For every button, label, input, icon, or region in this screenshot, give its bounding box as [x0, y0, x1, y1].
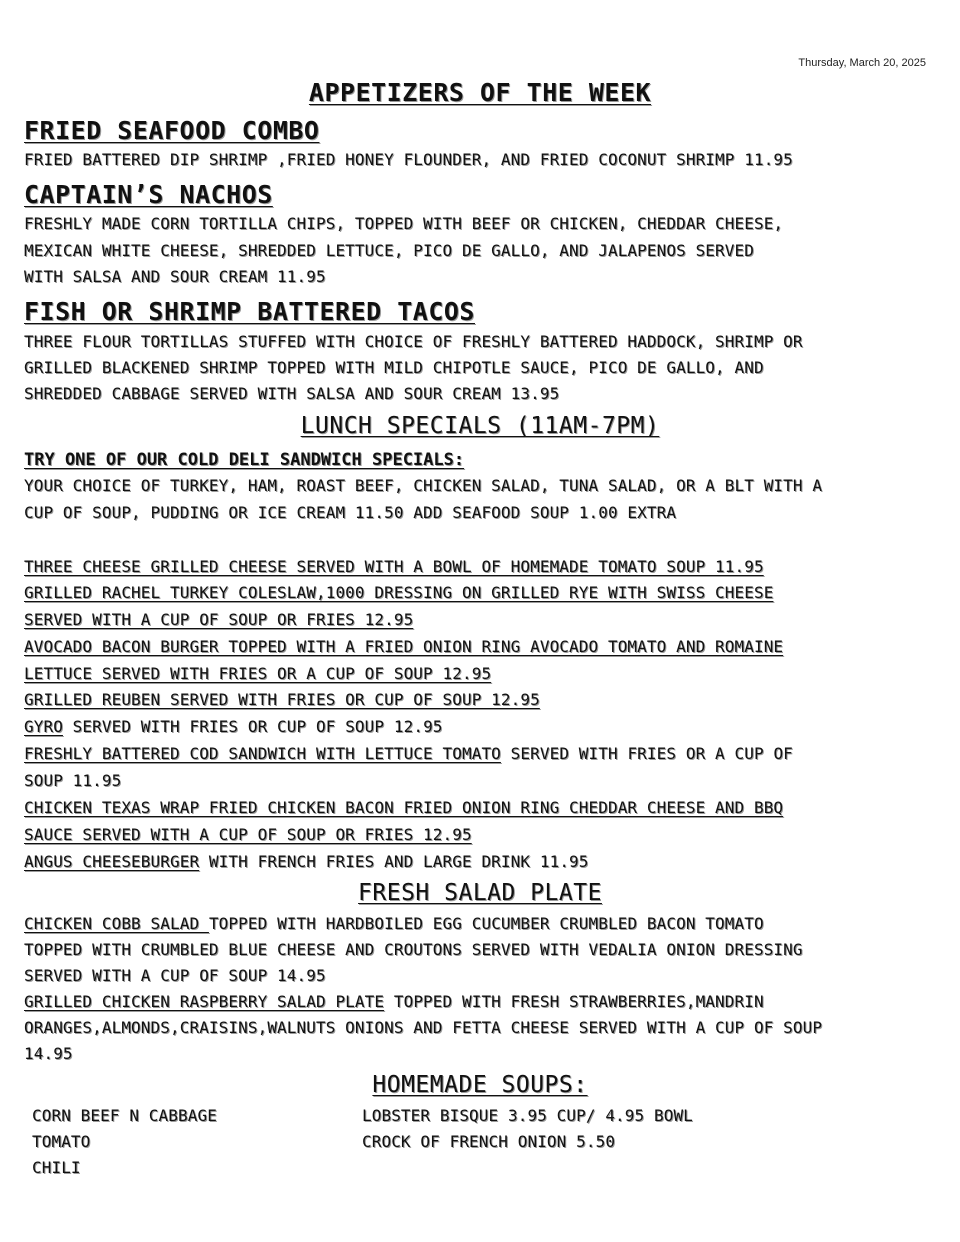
angus-name: ANGUS CHEESEBURGER	[24, 852, 200, 871]
deli-desc-line: YOUR CHOICE OF TURKEY, HAM, ROAST BEEF, CHICKEN SALAD, TUNA SALAD, OR A BLT WITH A	[24, 476, 823, 495]
gyro-name: GYRO	[24, 717, 63, 736]
lunch-item-line: CHICKEN TEXAS WRAP FRIED CHICKEN BACON FRIED ONION RING CHEDDAR CHEESE AND BBQ	[24, 798, 784, 817]
lunch-item-line: LETTUCE SERVED WITH FRIES OR A CUP OF SOUP 12.95	[24, 664, 492, 683]
gyro-price: SOUP 12.95	[345, 717, 443, 736]
item-desc-line: GRILLED BLACKENED SHRIMP TOPPED WITH MILD CHIPOTLE SAUCE, PICO DE GALLO, AND	[24, 358, 764, 377]
item-title-captains-nachos: CAPTAIN’S NACHOS	[24, 180, 273, 209]
item-desc-line: FRIED BATTERED DIP SHRIMP ,FRIED HONEY FLOUNDER, AND FRIED COCONUT SHRIMP 11.95	[24, 150, 793, 169]
salad-item-line: ORANGES,ALMONDS,CRAISINS,WALNUTS ONIONS AND FETTA CHEESE SERVED WITH A CUP OF SOUP	[24, 1018, 823, 1037]
cobb-salad-name: CHICKEN COBB SALAD	[24, 914, 209, 933]
item-title-battered-tacos: FISH OR SHRIMP BATTERED TACOS	[24, 297, 475, 326]
cobb-salad-desc: TOPPED WITH HARDBOILED EGG CUCUMBER CRUMBLED BACON TOMATO	[208, 914, 764, 933]
item-title-seafood-combo: FRIED SEAFOOD COMBO	[24, 116, 320, 145]
lunch-item-line: GRILLED RACHEL TURKEY COLESLAW,1000 DRESSING ON GRILLED RYE WITH SWISS CHEESE	[24, 583, 774, 602]
lunch-item-line	[24, 744, 793, 763]
soups-heading: HOMEMADE SOUPS:	[372, 1072, 588, 1098]
salad-item-line	[24, 914, 764, 933]
gyro-desc: SERVED WITH FRIES OR CUP OF	[62, 717, 346, 736]
angus-desc: WITH FRENCH FRIES AND LARGE DRINK 11.95	[199, 852, 589, 871]
salad-item-line: TOPPED WITH CRUMBLED BLUE CHEESE AND CROUTONS SERVED WITH VEDALIA ONION DRESSING	[24, 940, 803, 959]
soup-item: LOBSTER BISQUE 3.95 CUP/ 4.95 BOWL	[362, 1106, 693, 1125]
raspberry-salad-name: GRILLED CHICKEN RASPBERRY SALAD PLATE	[24, 992, 385, 1011]
lunch-specials-heading: LUNCH SPECIALS (11AM-7PM)	[300, 413, 660, 439]
item-desc-line: FRESHLY MADE CORN TORTILLA CHIPS, TOPPED WITH BEEF OR CHICKEN, CHEDDAR CHEESE,	[24, 214, 784, 233]
lunch-item-line: AVOCADO BACON BURGER TOPPED WITH A FRIED ONION RING AVOCADO TOMATO AND ROMAINE	[24, 637, 784, 656]
soup-item: CORN BEEF N CABBAGE	[32, 1106, 217, 1125]
salad-item-line: 14.95	[24, 1044, 73, 1063]
item-desc-line: THREE FLOUR TORTILLAS STUFFED WITH CHOICE OF FRESHLY BATTERED HADDOCK, SHRIMP OR	[24, 332, 803, 351]
lunch-item-line: SOUP 11.95	[24, 771, 122, 790]
item-desc-line: MEXICAN WHITE CHEESE, SHREDDED LETTUCE, PICO DE GALLO, AND JALAPENOS SERVED	[24, 241, 754, 260]
item-desc-line: WITH SALSA AND SOUR CREAM 11.95	[24, 267, 326, 286]
soup-item: TOMATO	[32, 1132, 91, 1151]
deli-desc-line: CUP OF SOUP, PUDDING OR ICE CREAM 11.50 ADD SEAFOOD SOUP 1.00 EXTRA	[24, 503, 677, 522]
lunch-item-line: THREE CHEESE GRILLED CHEESE SERVED WITH A BOWL OF HOMEMADE TOMATO SOUP 11.95	[24, 557, 764, 576]
raspberry-salad-desc: TOPPED WITH FRESH STRAWBERRIES,MANDRIN	[384, 992, 764, 1011]
soup-item: CROCK OF FRENCH ONION 5.50	[362, 1132, 616, 1151]
lunch-item-line	[24, 852, 589, 871]
date-stamp: Thursday, March 20, 2025	[798, 57, 926, 69]
lunch-item-line: GRILLED REUBEN SERVED WITH FRIES OR CUP OF SOUP 12.95	[24, 690, 540, 709]
salad-item-line: SERVED WITH A CUP OF SOUP 14.95	[24, 966, 326, 985]
soup-item: CHILI	[32, 1158, 81, 1177]
lunch-item-line	[24, 717, 443, 736]
cod-sandwich-desc: SERVED WITH FRIES OR A CUP OF	[500, 744, 793, 763]
appetizers-heading: APPETIZERS OF THE WEEK	[308, 78, 652, 107]
cod-sandwich-name: FRESHLY BATTERED COD SANDWICH WITH LETTUCE TOMATO	[24, 744, 501, 763]
salad-item-line	[24, 992, 764, 1011]
salad-heading: FRESH SALAD PLATE	[358, 880, 602, 906]
deli-heading: TRY ONE OF OUR COLD DELI SANDWICH SPECIALS:	[24, 450, 465, 470]
lunch-item-line: SERVED WITH A CUP OF SOUP OR FRIES 12.95	[24, 610, 414, 629]
item-desc-line: SHREDDED CABBAGE SERVED WITH SALSA AND SOUR CREAM 13.95	[24, 384, 560, 403]
lunch-item-line: SAUCE SERVED WITH A CUP OF SOUP OR FRIES 12.95	[24, 825, 472, 844]
